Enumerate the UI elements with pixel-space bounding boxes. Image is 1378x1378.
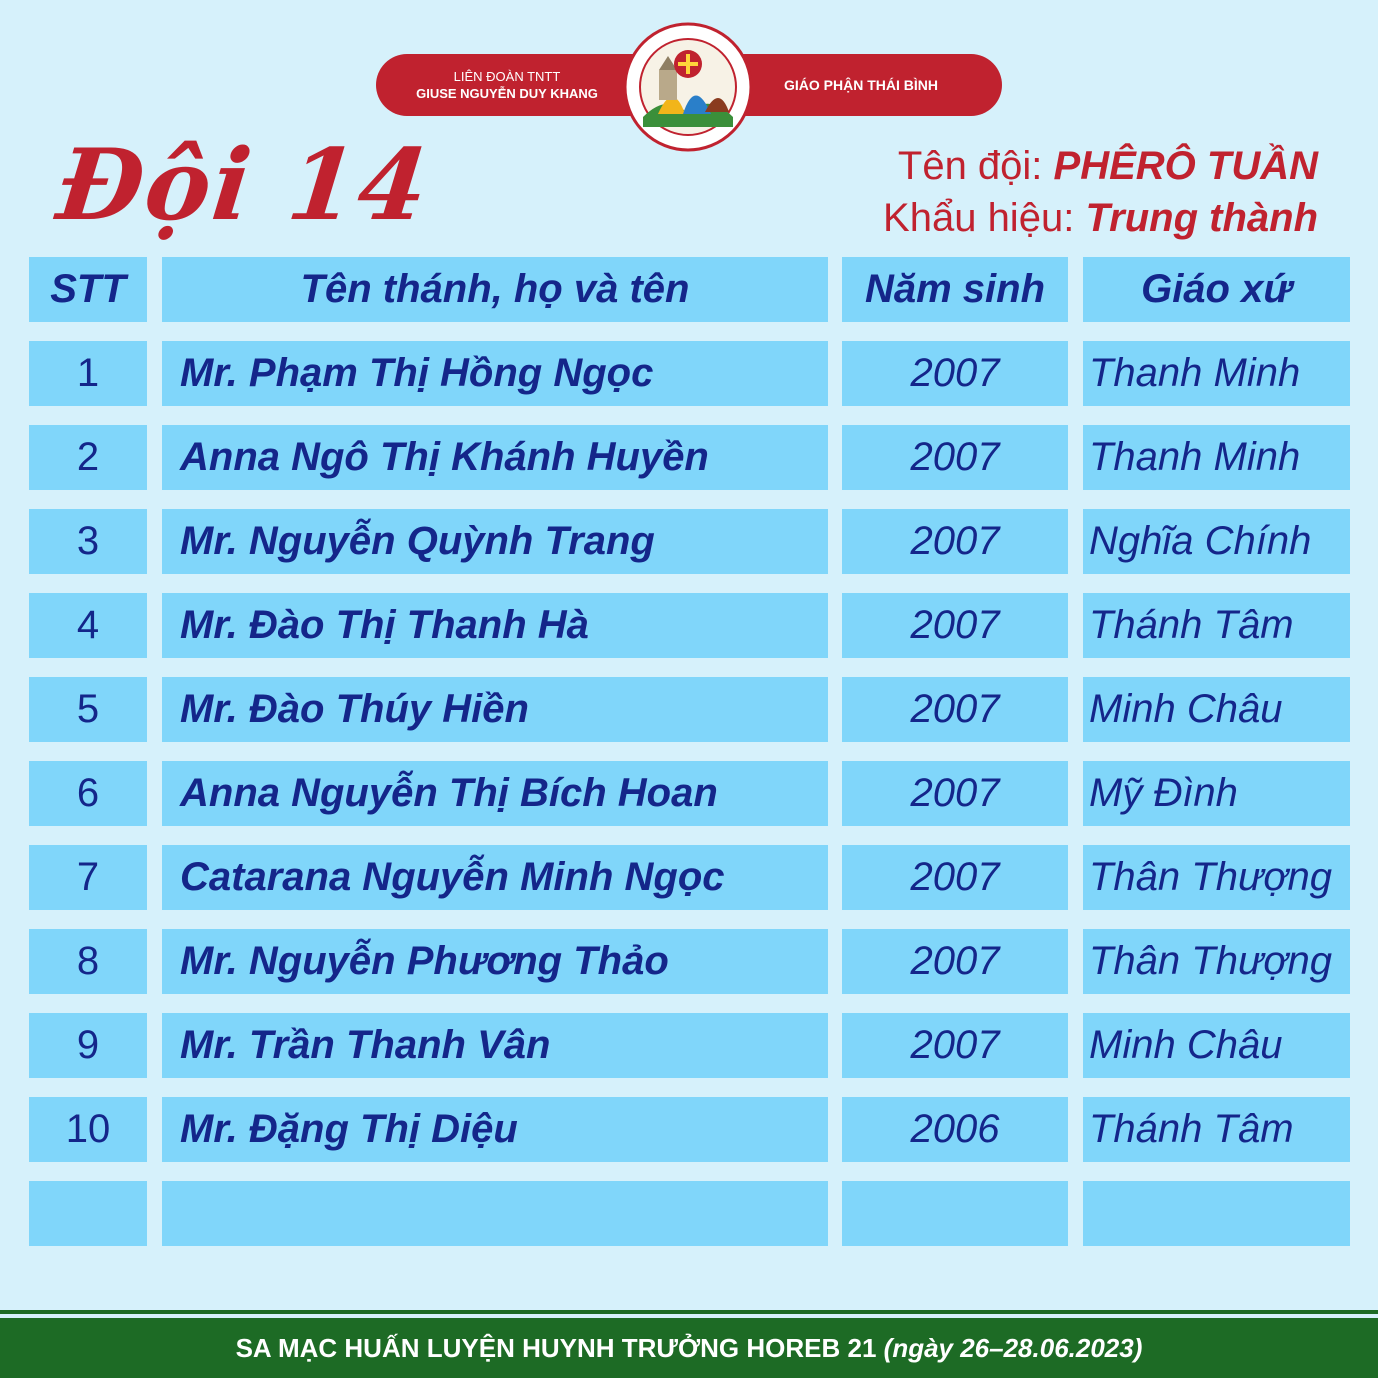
header-year: Năm sinh bbox=[842, 257, 1068, 322]
footer-banner bbox=[0, 1318, 1378, 1378]
cell-stt: 6 bbox=[29, 761, 147, 826]
header-name: Tên thánh, họ và tên bbox=[162, 257, 828, 322]
cell-name: Mr. Nguyễn Phương Thảo bbox=[162, 929, 828, 994]
cell-year: 2007 bbox=[842, 341, 1068, 406]
team-title: Đội 14 bbox=[51, 128, 435, 243]
footer-divider bbox=[0, 1310, 1378, 1314]
cell-parish: Mỹ Đình bbox=[1083, 761, 1350, 826]
cell-stt: 9 bbox=[29, 1013, 147, 1078]
team-motto-value: Trung thành bbox=[1085, 196, 1318, 240]
table-row bbox=[0, 593, 1378, 658]
cell-year: 2007 bbox=[842, 845, 1068, 910]
table-row bbox=[0, 929, 1378, 994]
table-row bbox=[0, 341, 1378, 406]
cell-name: Mr. Nguyễn Quỳnh Trang bbox=[162, 509, 828, 574]
cell-stt: 4 bbox=[29, 593, 147, 658]
cell-parish: Minh Châu bbox=[1083, 1013, 1350, 1078]
cell-year: 2007 bbox=[842, 509, 1068, 574]
cell-year: 2007 bbox=[842, 677, 1068, 742]
emblem-logo-icon bbox=[623, 22, 753, 152]
team-motto-line bbox=[883, 192, 1318, 244]
table-row bbox=[0, 425, 1378, 490]
cell-stt: 2 bbox=[29, 425, 147, 490]
cell-year: 2007 bbox=[842, 929, 1068, 994]
cell-name: Mr. Trần Thanh Vân bbox=[162, 1013, 828, 1078]
cell-year: 2007 bbox=[842, 425, 1068, 490]
federation-line-2: GIUSE NGUYỄN DUY KHANG bbox=[416, 86, 598, 101]
table-row bbox=[0, 509, 1378, 574]
federation-line-1: LIÊN ĐOÀN TNTT bbox=[453, 69, 561, 84]
team-name-label: Tên đội: bbox=[897, 144, 1043, 188]
team-motto-label: Khẩu hiệu: bbox=[883, 196, 1075, 240]
cell-year: 2007 bbox=[842, 593, 1068, 658]
cell-year: 2007 bbox=[842, 1013, 1068, 1078]
cell-stt: 10 bbox=[29, 1097, 147, 1162]
cell-name: Anna Nguyễn Thị Bích Hoan bbox=[162, 761, 828, 826]
cell-name: Anna Ngô Thị Khánh Huyền bbox=[162, 425, 828, 490]
footer-event-title: SA MẠC HUẤN LUYỆN HUYNH TRƯỞNG HOREB 21 bbox=[235, 1333, 877, 1363]
cell-name: Mr. Đặng Thị Diệu bbox=[162, 1097, 828, 1162]
team-name-line bbox=[883, 140, 1318, 192]
cell-parish: Thanh Minh bbox=[1083, 425, 1350, 490]
header-parish: Giáo xứ bbox=[1083, 257, 1350, 322]
team-info bbox=[883, 140, 1318, 244]
cell-stt: 1 bbox=[29, 341, 147, 406]
cell-parish: Minh Châu bbox=[1083, 677, 1350, 742]
cell-stt: 8 bbox=[29, 929, 147, 994]
table-header-row bbox=[0, 257, 1378, 322]
cell-stt: 7 bbox=[29, 845, 147, 910]
table-row bbox=[0, 845, 1378, 910]
table-row bbox=[0, 677, 1378, 742]
cell-name: Mr. Đào Thị Thanh Hà bbox=[162, 593, 828, 658]
cell-stt: 5 bbox=[29, 677, 147, 742]
cell-name: Catarana Nguyễn Minh Ngọc bbox=[162, 845, 828, 910]
diocese-name: GIÁO PHẬN THÁI BÌNH bbox=[784, 77, 938, 93]
cell-year bbox=[842, 1181, 1068, 1246]
cell-stt: 3 bbox=[29, 509, 147, 574]
footer-event-date: (ngày 26–28.06.2023) bbox=[883, 1333, 1143, 1363]
cell-stt bbox=[29, 1181, 147, 1246]
table-row bbox=[0, 761, 1378, 826]
cell-parish: Nghĩa Chính bbox=[1083, 509, 1350, 574]
federation-name bbox=[376, 68, 638, 102]
table-row bbox=[0, 1013, 1378, 1078]
cell-parish bbox=[1083, 1181, 1350, 1246]
cell-parish: Thân Thượng bbox=[1083, 929, 1350, 994]
cell-parish: Thánh Tâm bbox=[1083, 1097, 1350, 1162]
cell-year: 2006 bbox=[842, 1097, 1068, 1162]
table-row bbox=[0, 1181, 1378, 1246]
team-name-value: PHÊRÔ TUẦN bbox=[1053, 144, 1318, 188]
cell-parish: Thanh Minh bbox=[1083, 341, 1350, 406]
cell-name: Mr. Phạm Thị Hồng Ngọc bbox=[162, 341, 828, 406]
cell-year: 2007 bbox=[842, 761, 1068, 826]
table-row bbox=[0, 1097, 1378, 1162]
cell-parish: Thân Thượng bbox=[1083, 845, 1350, 910]
cell-name: Mr. Đào Thúy Hiền bbox=[162, 677, 828, 742]
header-stt: STT bbox=[29, 257, 147, 322]
cell-parish: Thánh Tâm bbox=[1083, 593, 1350, 658]
cell-name bbox=[162, 1181, 828, 1246]
